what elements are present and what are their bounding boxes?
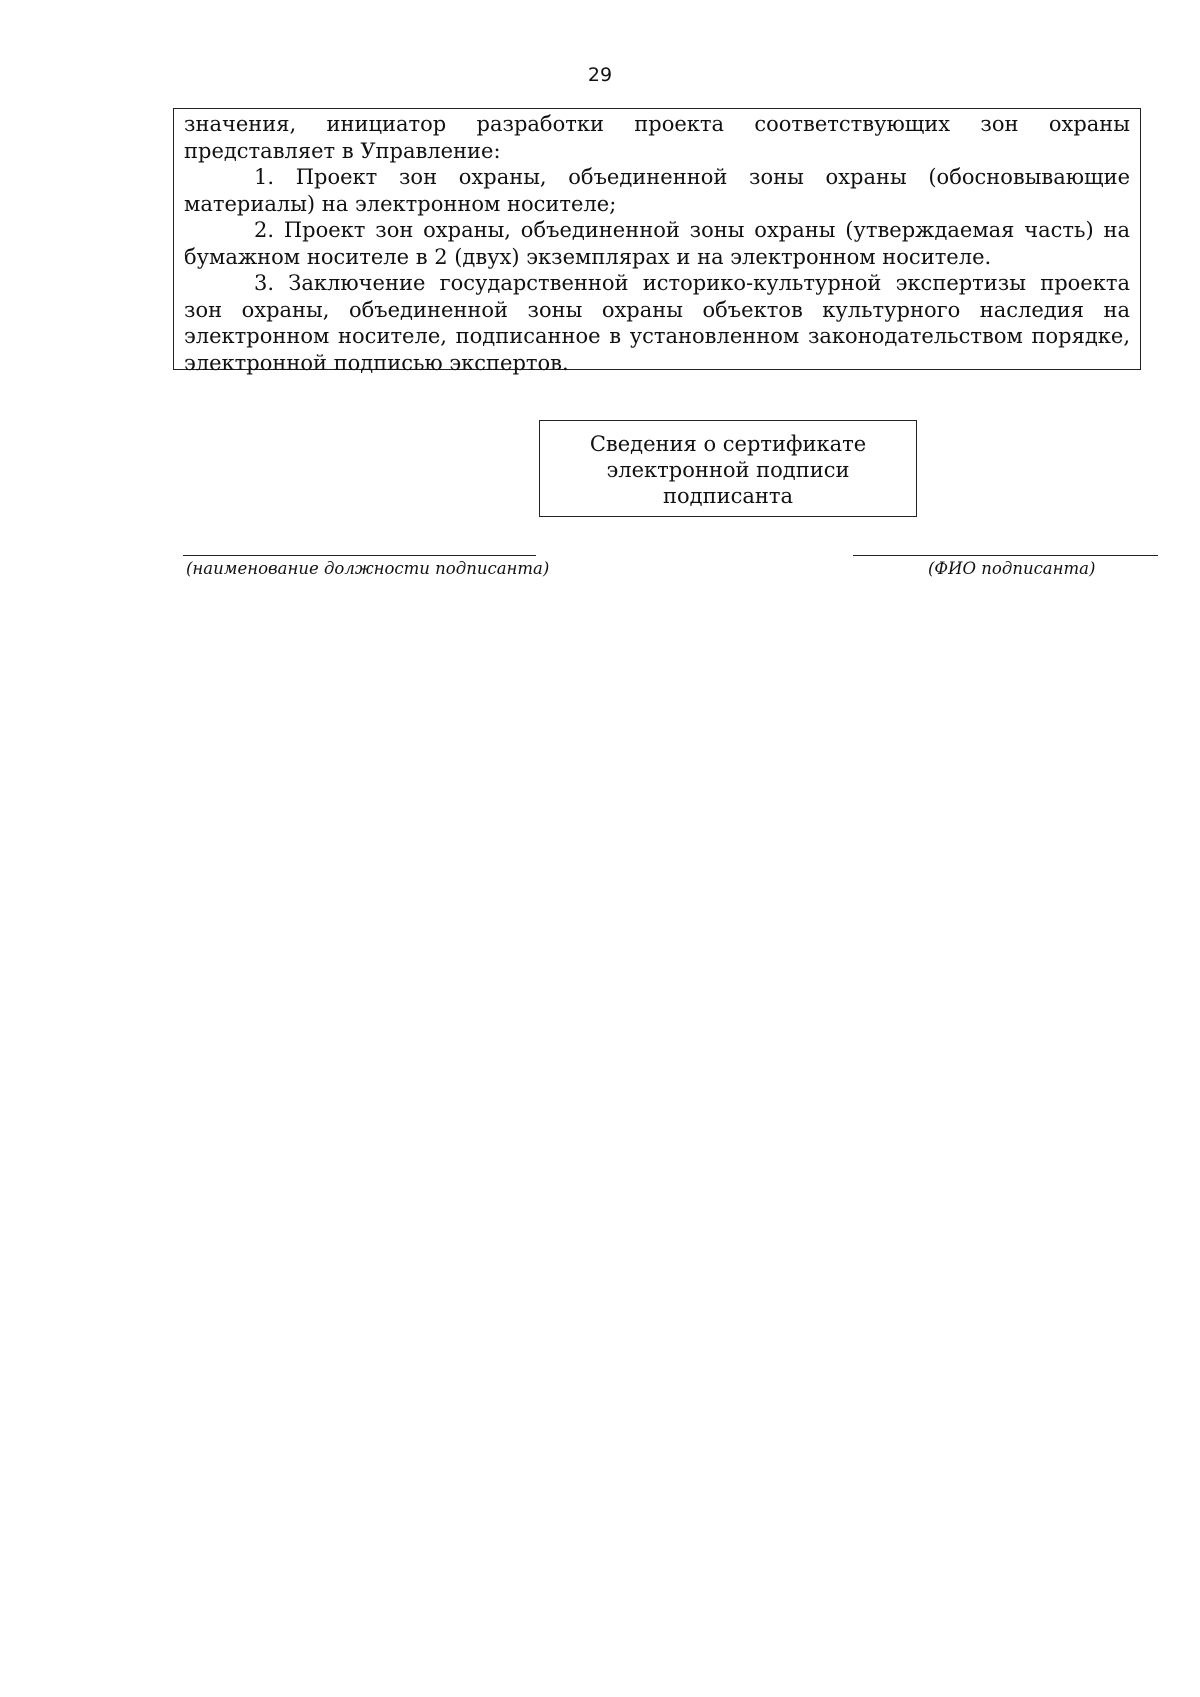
certificate-line-2: электронной подписи	[606, 458, 850, 482]
certificate-line-1: Сведения о сертификате	[589, 432, 867, 456]
position-caption: (наименование должности подписанта)	[186, 559, 550, 578]
list-item-2: 2. Проект зон охраны, объединенной зоны охраны (утверждаемая часть) на бумажном носителе в 2 (двух) экземплярах и на электронном носителе.	[184, 218, 1130, 269]
page-number: 29	[587, 64, 613, 86]
list-item-1: 1. Проект зон охраны, объединенной зоны охраны (обосновывающие материалы) на электронном носителе;	[184, 165, 1130, 216]
certificate-line-3: подписанта	[663, 484, 793, 508]
signature-certificate-box	[539, 420, 917, 517]
list-item-3: 3. Заключение государственной историко-культурной экспертизы проекта зон охраны, объединенной зоны охраны объектов культурного наследия на электронном носителе, подписанное в установленном законодательством порядке, электронной подписью экспертов.	[184, 271, 1130, 375]
requirements-block	[173, 108, 1141, 375]
block-lead-paragraph: значения, инициатор разработки проекта соответствующих зон охраны представляет в Управление:	[184, 112, 1130, 163]
name-caption: (ФИО подписанта)	[928, 559, 1096, 578]
position-signature-line	[183, 555, 536, 556]
name-signature-line	[853, 555, 1158, 556]
